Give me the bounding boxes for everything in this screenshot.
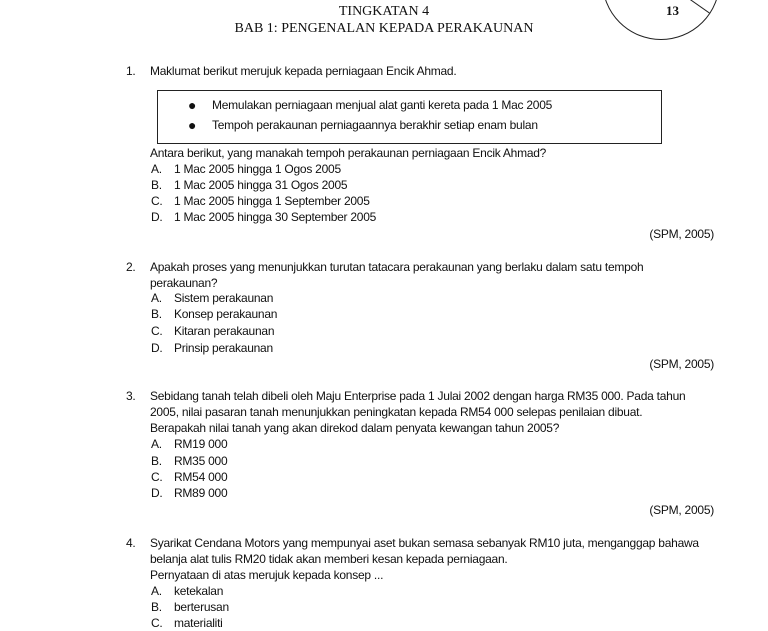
question-source: (SPM, 2005) xyxy=(649,357,714,371)
bullet-icon: ● xyxy=(188,117,197,133)
question-stem: perakaunan? xyxy=(150,276,218,290)
question-source: (SPM, 2005) xyxy=(649,227,714,241)
question-stem: Apakah proses yang menunjukkan turutan tatacara perakaunan yang berlaku dalam satu tempoh xyxy=(150,260,644,274)
option-text: 1 Mac 2005 hingga 1 September 2005 xyxy=(174,194,370,208)
option-text: berterusan xyxy=(174,600,229,614)
option-letter: A. xyxy=(151,584,162,598)
level-heading: TINGKATAN 4 xyxy=(338,4,430,19)
question-stem: 2005, nilai pasaran tanah menunjukkan peningkatan kepada RM54 000 selepas penilaian dibuat. xyxy=(150,405,643,419)
bullet-icon: ● xyxy=(188,97,197,113)
question-number: 2. xyxy=(126,260,136,274)
question-number: 3. xyxy=(126,389,136,403)
option-letter: D. xyxy=(151,341,163,355)
option-text: Prinsip perakaunan xyxy=(174,341,273,355)
option-text: RM89 000 xyxy=(174,486,228,500)
option-text: Sistem perakaunan xyxy=(174,291,274,305)
question-stem: Syarikat Cendana Motors yang mempunyai aset bukan semasa sebanyak RM10 juta, menganggap bahawa xyxy=(150,536,699,550)
option-text: RM54 000 xyxy=(174,470,228,484)
option-text: ketekalan xyxy=(174,584,224,598)
option-letter: A. xyxy=(151,162,162,176)
page-number: 13 xyxy=(666,3,679,18)
option-text: RM35 000 xyxy=(174,454,228,468)
option-text: materialiti xyxy=(174,616,223,630)
option-letter: B. xyxy=(151,600,162,614)
option-letter: B. xyxy=(151,454,162,468)
circle-divider-line xyxy=(605,0,720,21)
question-prompt: Antara berikut, yang manakah tempoh perakaunan perniagaan Encik Ahmad? xyxy=(150,146,547,160)
info-bullet-text: Memulakan perniagaan menjual alat ganti kereta pada 1 Mac 2005 xyxy=(212,98,553,112)
option-letter: A. xyxy=(151,437,162,451)
option-text: 1 Mac 2005 hingga 31 Ogos 2005 xyxy=(174,178,348,192)
option-text: RM19 000 xyxy=(174,437,228,451)
option-text: 1 Mac 2005 hingga 30 September 2005 xyxy=(174,210,377,224)
question-prompt: Pernyataan di atas merujuk kepada konsep ... xyxy=(150,568,384,582)
question-number: 4. xyxy=(126,536,136,550)
question-stem: belanja alat tulis RM20 tidak akan memberi kesan kepada perniagaan. xyxy=(150,552,508,566)
question-number: 1. xyxy=(126,64,136,78)
option-letter: B. xyxy=(151,307,162,321)
question-prompt: Berapakah nilai tanah yang akan direkod dalam penyata kewangan tahun 2005? xyxy=(150,421,560,435)
option-letter: C. xyxy=(151,194,163,208)
option-letter: B. xyxy=(151,178,162,192)
question-stem: Sebidang tanah telah dibeli oleh Maju Enterprise pada 1 Julai 2002 dengan harga RM35 000. Pada tahun xyxy=(150,389,686,403)
chapter-heading: BAB 1: PENGENALAN KEPADA PERAKAUNAN xyxy=(234,21,534,36)
option-letter: C. xyxy=(151,616,163,630)
option-letter: C. xyxy=(151,470,163,484)
option-text: Konsep perakaunan xyxy=(174,307,278,321)
option-letter: C. xyxy=(151,324,163,338)
option-text: Kitaran perakaunan xyxy=(174,324,275,338)
option-letter: D. xyxy=(151,210,163,224)
option-text: 1 Mac 2005 hingga 1 Ogos 2005 xyxy=(174,162,341,176)
option-letter: D. xyxy=(151,486,163,500)
option-letter: A. xyxy=(151,291,162,305)
info-bullet-text: Tempoh perakaunan perniagaannya berakhir setiap enam bulan xyxy=(212,118,538,132)
question-source: (SPM, 2005) xyxy=(649,503,714,517)
question-stem: Maklumat berikut merujuk kepada perniagaan Encik Ahmad. xyxy=(150,64,457,78)
